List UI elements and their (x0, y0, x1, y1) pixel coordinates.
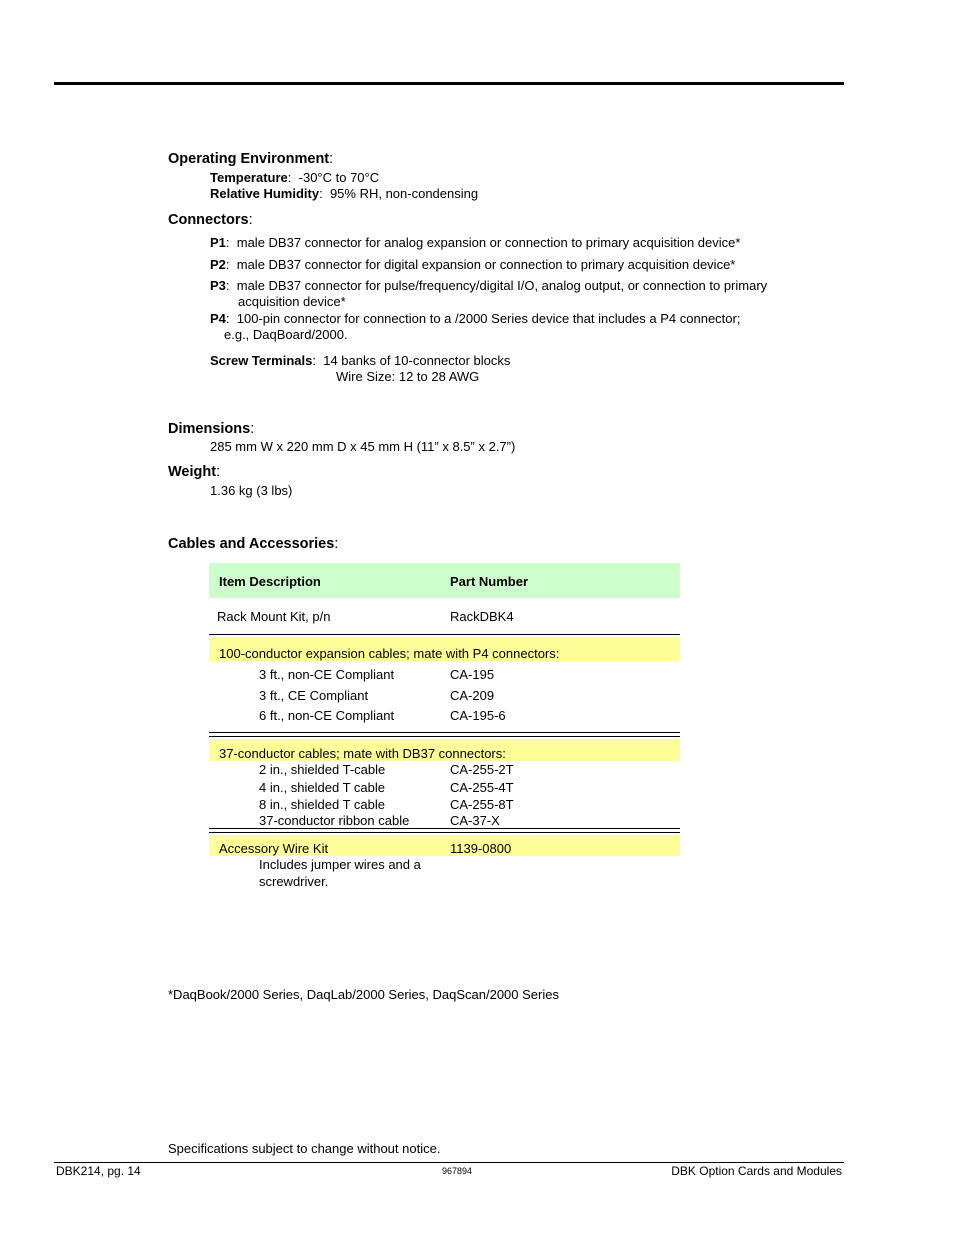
connector-p4-cont: e.g., DaqBoard/2000. (224, 327, 348, 342)
table-rule (209, 828, 680, 829)
accessory-item: Accessory Wire Kit (219, 841, 329, 856)
wire-size: Wire Size: 12 to 28 AWG (336, 369, 480, 384)
accessory-note: Includes jumper wires and a (259, 857, 421, 872)
table-row: 4 in., shielded T cable (259, 780, 385, 795)
table-rule (209, 732, 680, 733)
table-row: 2 in., shielded T-cable (259, 762, 386, 777)
accessory-part: 1139-0800 (450, 841, 512, 856)
table-rule (209, 736, 680, 737)
accessory-note: screwdriver. (259, 874, 329, 889)
weight-value: 1.36 kg (3 lbs) (210, 483, 293, 498)
disclaimer: Specifications subject to change without notice. (168, 1141, 441, 1156)
environment-heading: Operating Environment: (168, 151, 334, 167)
connectors-heading: Connectors: (168, 212, 253, 228)
temperature-line: Temperature: -30°C to 70°C (210, 170, 380, 185)
table-row-part: CA-255-8T (450, 797, 514, 812)
col-item-description: Item Description (219, 574, 321, 589)
table-rule (209, 634, 680, 635)
table-row-part: CA-195-6 (450, 708, 506, 723)
rack-part: RackDBK4 (450, 609, 514, 624)
table-row-part: CA-255-2T (450, 762, 514, 777)
table-row: 3 ft., non-CE Compliant (259, 667, 395, 682)
header-rule (54, 82, 844, 85)
table-row: 37-conductor ribbon cable (259, 813, 410, 828)
weight-heading: Weight: (168, 464, 221, 480)
dimensions-value: 285 mm W x 220 mm D x 45 mm H (11” x 8.5” x 2.7”) (210, 439, 516, 454)
table-rule (209, 832, 680, 833)
dimensions-heading: Dimensions: (168, 421, 255, 437)
table-row-part: CA-255-4T (450, 780, 514, 795)
table-row-part: CA-37-X (450, 813, 500, 828)
col-part-number: Part Number (450, 574, 529, 589)
group2-title: 37-conductor cables; mate with DB37 connectors: (219, 746, 506, 761)
table-row-part: CA-195 (450, 667, 495, 682)
footnote: *DaqBook/2000 Series, DaqLab/2000 Series, DaqScan/2000 Series (168, 987, 559, 1002)
footer-title: DBK Option Cards and Modules (671, 1164, 842, 1178)
footer-page: DBK214, pg. 14 (56, 1164, 141, 1178)
connector-p1: P1: male DB37 connector for analog expansion or connection to primary acquisition device* (210, 235, 741, 250)
table-row-part: CA-209 (450, 688, 495, 703)
screw-terminals: Screw Terminals: 14 banks of 10-connector blocks (210, 353, 511, 368)
connector-p3: P3: male DB37 connector for pulse/frequency/digital I/O, analog output, or connection to primary (210, 278, 768, 293)
connector-p2: P2: male DB37 connector for digital expansion or connection to primary acquisition device* (210, 257, 736, 272)
humidity-line: Relative Humidity: 95% RH, non-condensing (210, 186, 479, 201)
table-row: 8 in., shielded T cable (259, 797, 385, 812)
cables-heading: Cables and Accessories: (168, 536, 339, 552)
table-row: 3 ft., CE Compliant (259, 688, 369, 703)
connector-p3-cont: acquisition device* (238, 294, 346, 309)
footer-rule (54, 1162, 844, 1163)
group1-title: 100-conductor expansion cables; mate with P4 connectors: (219, 646, 560, 661)
rack-item: Rack Mount Kit, p/n (217, 609, 331, 624)
footer-doc-number: 967894 (442, 1166, 473, 1176)
table-row: 6 ft., non-CE Compliant (259, 708, 395, 723)
connector-p4: P4: 100-pin connector for connection to a /2000 Series device that includes a P4 connector; (210, 311, 741, 326)
